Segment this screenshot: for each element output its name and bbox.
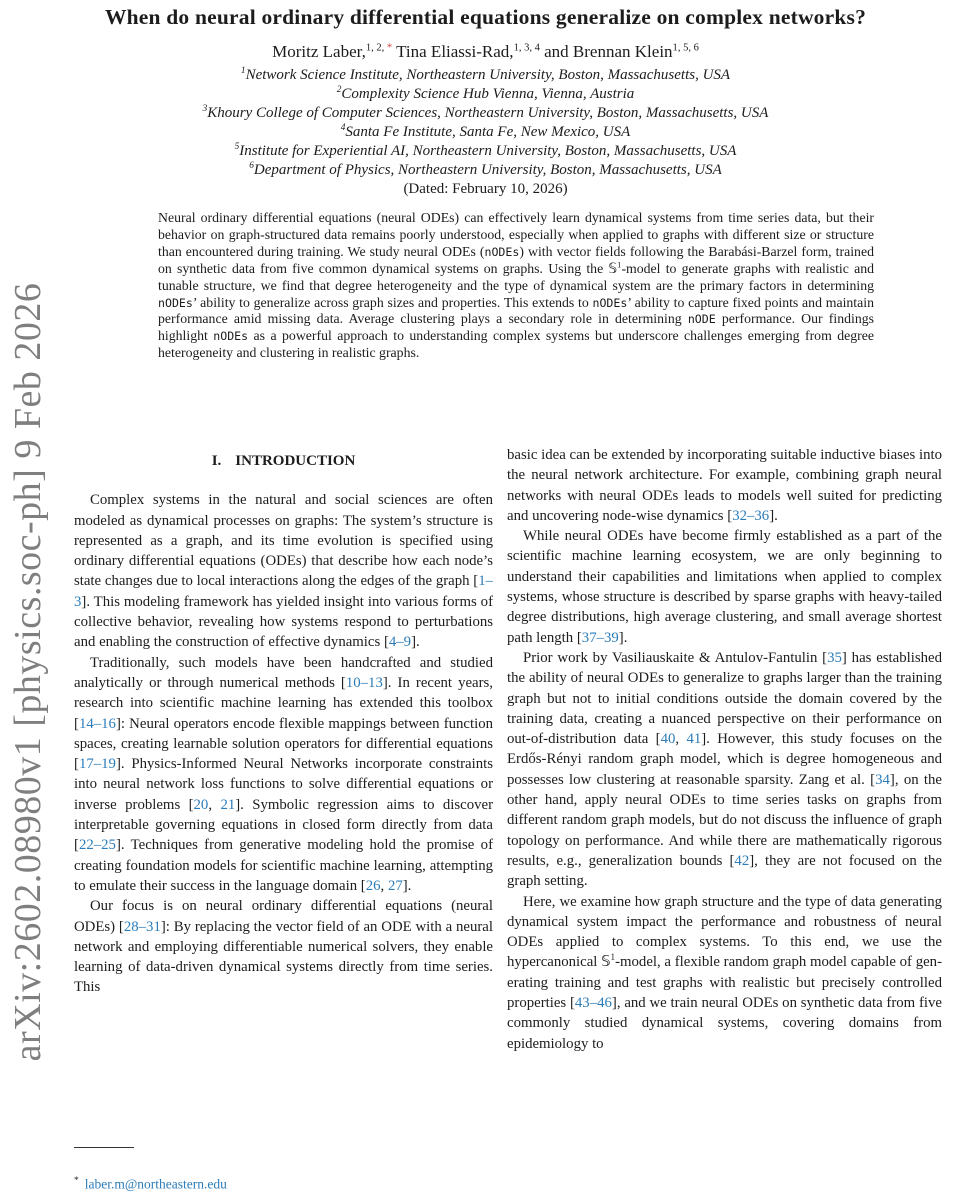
affiliation — [40, 123, 931, 142]
affiliation-number: 2 — [336, 85, 342, 95]
citation-link[interactable]: 22–25 — [78, 837, 116, 854]
arxiv-stamp: arXiv:2602.08980v1 [physics.soc-ph] 9 Feb 2026 — [7, 282, 49, 1062]
affiliation-text: Department of Physics, Northeastern University, Boston, Massachusetts, USA — [253, 162, 722, 178]
affiliation-number: 4 — [340, 123, 346, 133]
citation-link[interactable]: 27 — [387, 877, 403, 894]
footnote-rule — [74, 1147, 134, 1148]
affiliation-number: 3 — [202, 104, 208, 114]
citation-link[interactable]: 34 — [875, 771, 890, 788]
footnote-marker: * — [74, 1176, 79, 1186]
citation-link[interactable]: 21 — [220, 796, 236, 813]
citation-link[interactable]: 42 — [734, 852, 750, 869]
citation-link[interactable]: 17–19 — [78, 756, 116, 773]
left-column — [74, 445, 493, 1132]
citation-link[interactable]: 14–16 — [78, 715, 116, 732]
paragraph: Here, we examine how graph structure and the type of data generating dynamical system impact the performance and robustness of neural ODEs applied to complex systems. To this end, we use the hypercanonical 𝕊$^1$-model, a flexible random graph model capable of generating training and test graphs with realistic but precisely controlled properties [43–46], and we train neural ODEs on synthetic data from five commonly studied dynamical systems, covering domains from epidemiology to — [507, 893, 942, 1052]
affiliation — [40, 66, 931, 85]
paragraph: Complex systems in the natural and social sciences are often modeled as dynamical processes on graphs: The system’s structure is represented as a graph, and its time evolution is specified using ordinary differential equations (ODEs) that describe how each node’s state changes due to local interactions along the edges of the graph [1–3]. This modeling framework has yielded insight into various forms of collective behavior, revealing how systems respond to perturbations and enabling the construction of effective dynamics [4–9]. — [74, 492, 493, 651]
section-heading-introduction — [74, 451, 493, 471]
paragraph: Traditionally, such models have been handcrafted and studied analytically or through numerical methods [10–13]. In recent years, research into scientific machine learning has extended this toolbox [14–16]: Neural operators encode flexible mappings between function spaces, creating learnable solution operators for differential equations [17–19]. Physics-Informed Neural Networks incorporate constraints into neural network loss functions to solve differential equations or inverse problems [20, 21]. Symbolic regression aims to discover interpretable governing equations in closed form directly from data [22–25]. Techniques from generative modeling hold the promise of creating foundation models for scientific machine learning, attempting to emulate their success in the language domain [26, 27]. — [74, 654, 493, 894]
affiliation-number: 5 — [234, 142, 240, 152]
affiliation-text: Network Science Institute, Northeastern University, Boston, Massachusetts, USA — [245, 67, 731, 83]
citation-link[interactable]: 10–13 — [345, 674, 383, 691]
citation-link[interactable]: 26 — [365, 877, 381, 894]
citation-link[interactable]: 28–31 — [123, 918, 161, 935]
citation-link[interactable]: 43–46 — [574, 995, 612, 1012]
affiliation-number: 6 — [249, 161, 254, 171]
paragraph: Prior work by Vasiliauskaite & Antulov-Fantulin [35] has established the ability of neural ODEs to generalize to graphs larger than the training graph but not to initial conditions outside the domain covered by the training data, creating a nuanced perspective on their performance on out-of-distribution data [40, 41]. However, this study focuses on the Erdős-Rényi random graph model, which is degree homogeneous and possesses low clustering at reasonable sparsity. Zang et al. [34], on the other hand, apply neural ODEs to time series tasks on graphs from different random graph models, but do not discuss the influence of graph topology on performance. And while there are mathematically rigorous results, e.g., generalization bounds [42], they are not focused on the graph setting. — [507, 649, 942, 890]
abstract: Neural ordinary differential equations (neural ODEs) can effectively learn dynamical systems from time series data, but their behavior on graph-structured data remains poorly understood, especially when applied to graphs with different size or structure than encountered during training. We study neural ODEs (nODEs) with vector fields following the Barabási-Barzel form, trained on synthetic data from five common dynamical systems on graphs. Using the 𝕊$^1$-model to generate graphs with realistic and tunable structure, we find that degree heterogeneity and the type of dynamical system are the primary factors in determining nODEs’ ability to generalize across graph sizes and properties. This extends to nODEs’ ability to capture fixed points and maintain performance amid missing data. Average clustering plays a secondary role in determining nODE performance. Our findings highlight nODEs as a powerful approach to understanding complex systems but underscore challenges emerging from degree heterogeneity and clustering in realistic graphs. — [158, 210, 875, 361]
paragraph: Our focus is on neural ordinary differential equations (neural ODEs) [28–31]: By replacing the vector field of an ODE with a neural network and employing differentiable numerical solvers, they enable learning of data-driven dynamical systems directly from time series. This — [74, 898, 493, 996]
footnote — [74, 1176, 227, 1193]
affiliation — [40, 161, 931, 180]
paragraph: While neural ODEs have become firmly established as a part of the scientific machine learning ecosystem, we are only beginning to understand their capabilities and limitations when applied to complex systems, whose structure is described by sparse graphs with heavy-tailed degree distributions, high average clustering, and small average shortest path length [37–39]. — [507, 528, 942, 646]
section-title: INTRODUCTION — [235, 453, 356, 469]
citation-link[interactable]: 40 — [660, 731, 676, 748]
affiliation-list — [40, 66, 931, 180]
paragraph: basic idea can be extended by incorporating suitable inductive biases into the neural network architecture. For example, combining graph neural networks with neural ODEs leads to models well suited for predicting and uncovering node-wise dynamics [32–36]. — [507, 447, 942, 524]
affiliation-text: Khoury College of Computer Sciences, Northeastern University, Boston, Massachusetts, USA — [207, 105, 769, 121]
citation-link[interactable]: 41 — [686, 731, 702, 748]
affiliation-number: 1 — [240, 66, 246, 76]
affiliation — [40, 104, 931, 123]
citation-link[interactable]: 37–39 — [581, 629, 619, 646]
section-number: I. — [211, 453, 222, 469]
author-line: Moritz Laber,$^{1, 2,}$ * Tina Eliassi-Rad,$^{1, 3, 4}$ and Brennan Klein$^{1, 5, 6}$ — [272, 42, 699, 61]
date-line: (Dated: February 10, 2026) — [403, 181, 568, 197]
citation-link[interactable]: 20 — [193, 796, 209, 813]
footnote-email-link[interactable]: laber.m@northeastern.edu — [84, 1176, 227, 1192]
affiliation — [40, 85, 931, 104]
paper-title: When do neural ordinary differential equations generalize on complex networks? — [104, 5, 867, 29]
citation-link[interactable]: 4–9 — [388, 634, 412, 651]
citation-link[interactable]: 32–36 — [732, 507, 770, 524]
citation-link[interactable]: 35 — [827, 649, 842, 666]
affiliation — [40, 142, 931, 161]
right-column — [507, 445, 942, 1200]
affiliation-text: Institute for Experiential AI, Northeastern University, Boston, Massachusetts, USA — [239, 143, 737, 159]
affiliation-text: Complexity Science Hub Vienna, Vienna, Austria — [341, 86, 635, 102]
citation-link[interactable]: 1–3 — [74, 573, 493, 610]
affiliation-text: Santa Fe Institute, Santa Fe, New Mexico, USA — [345, 124, 631, 140]
